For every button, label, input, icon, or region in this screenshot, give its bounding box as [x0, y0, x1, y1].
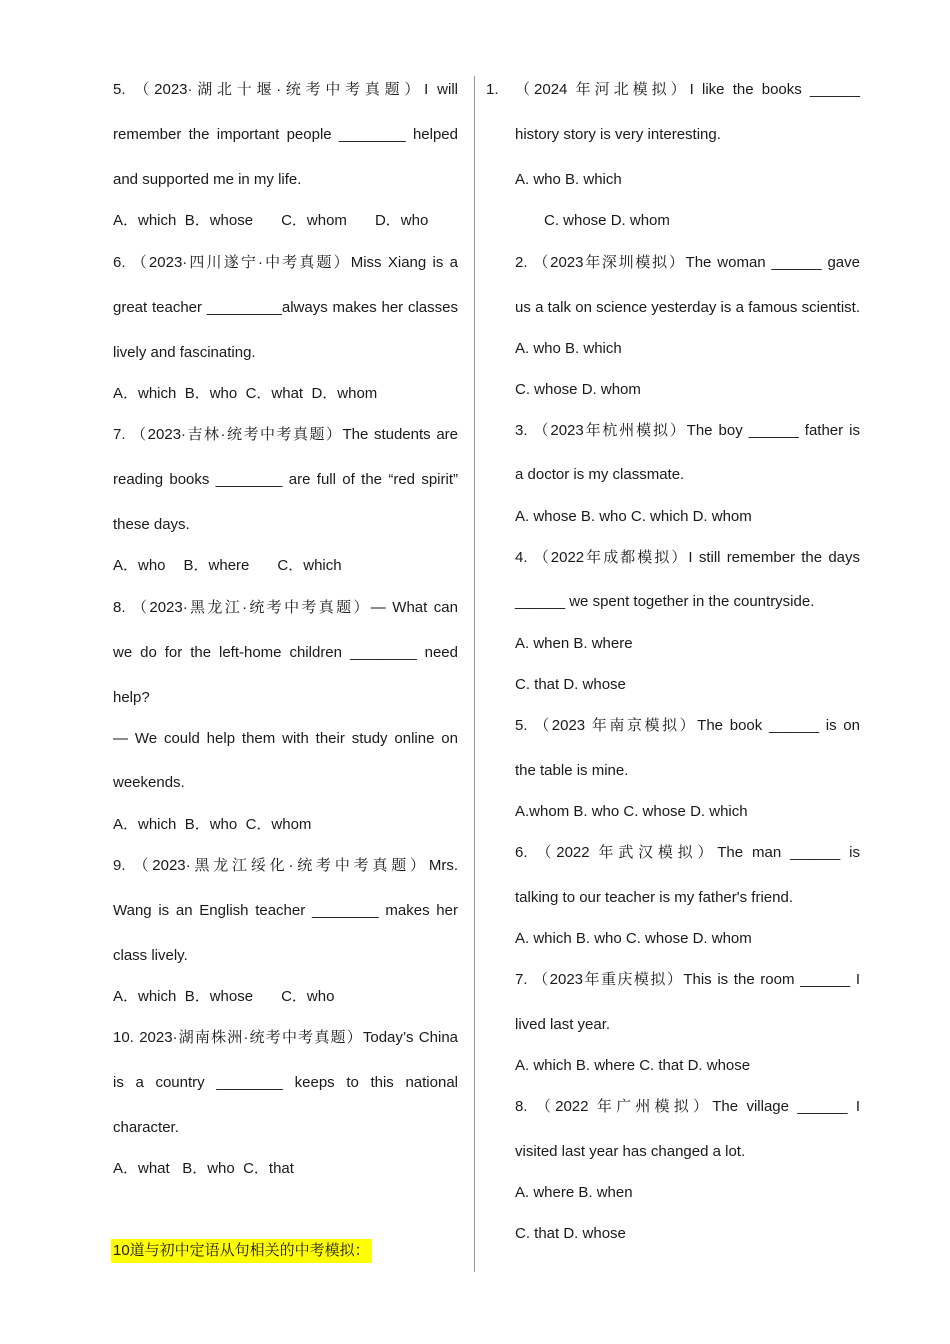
- highlighted-heading: 10道与初中定语从句相关的中考模拟：: [111, 1239, 372, 1263]
- question-1-number: 1.: [486, 81, 499, 98]
- option-a: A．who: [113, 557, 166, 574]
- option-b: B．who: [182, 1160, 235, 1177]
- question-5-line-2: remember the important people ________ helped: [113, 126, 458, 143]
- question-6r-options: A. which B. who C. whose D. whom: [515, 930, 752, 947]
- option-d: D．who: [374, 212, 429, 229]
- question-7-line-3: these days.: [113, 516, 190, 533]
- option-c: C．that: [243, 1160, 294, 1177]
- question-8-options: [113, 813, 458, 837]
- question-5-line-1: 5. （2023·湖北十堰·统考中考真题）I will: [113, 81, 458, 98]
- question-10-options: [113, 1157, 458, 1181]
- question-5r-line-2: the table is mine.: [515, 762, 629, 779]
- question-5-line-3: and supported me in my life.: [113, 171, 302, 188]
- question-8r-option-line-2: C. that D. whose: [515, 1225, 626, 1242]
- option-a: A．which: [113, 816, 177, 833]
- question-7-line-2: reading books ________ are full of the “red spirit”: [113, 471, 458, 488]
- question-2-option-line-2: C. whose D. whom: [515, 381, 641, 398]
- option-b: B．who: [184, 385, 238, 402]
- option-a: A．which: [113, 212, 177, 229]
- question-1-text: （2024 年河北模拟）I like the books ______: [515, 81, 860, 98]
- question-8r-option-line-1: A. where B. when: [515, 1184, 633, 1201]
- option-a: A．which: [113, 988, 177, 1005]
- question-3-line-1: 3. （2023年杭州模拟）The boy ______ father is: [515, 422, 860, 439]
- option-b: B．who: [184, 816, 238, 833]
- question-8-line-2: we do for the left-home children ________ need: [113, 644, 458, 661]
- section-heading: [111, 1239, 456, 1263]
- option-b: B．whose: [184, 988, 254, 1005]
- question-7-line-1: 7. （2023·吉林·统考中考真题）The students are: [113, 426, 458, 443]
- question-10-line-2: is a country ________ keeps to this national: [113, 1074, 458, 1091]
- column-divider: [474, 76, 475, 1272]
- question-5r-options: A.whom B. who C. whose D. which: [515, 803, 748, 820]
- question-7r-line-1: 7. （2023年重庆模拟）This is the room ______ I: [515, 971, 860, 988]
- question-2-line-1: 2. （2023年深圳模拟）The woman ______ gave: [515, 254, 860, 271]
- option-c: C．which: [277, 557, 342, 574]
- question-9-line-2: Wang is an English teacher ________ makes her: [113, 902, 458, 919]
- question-8-line-4: — We could help them with their study online on: [113, 730, 458, 747]
- option-c: C．what: [245, 385, 304, 402]
- question-4-option-line-2: C. that D. whose: [515, 676, 626, 693]
- question-3-line-2: a doctor is my classmate.: [515, 466, 685, 483]
- question-3-options: A. whose B. who C. which D. whom: [515, 508, 752, 525]
- question-6-line-3: lively and fascinating.: [113, 344, 256, 361]
- question-10-line-3: character.: [113, 1119, 179, 1136]
- question-8r-line-1: 8. （2022 年广州模拟）The village ______ I: [515, 1098, 860, 1115]
- question-6-options: [113, 382, 458, 406]
- option-a: A．which: [113, 385, 177, 402]
- question-9-options: [113, 985, 458, 1009]
- option-c: C．whom: [245, 816, 312, 833]
- question-2-option-line-1: A. who B. which: [515, 340, 622, 357]
- option-a: A．what: [113, 1160, 170, 1177]
- question-10-line-1: 10. 2023·湖南株洲·统考中考真题）Today’s China: [113, 1029, 458, 1046]
- question-4-option-line-1: A. when B. where: [515, 635, 633, 652]
- question-2-line-2: us a talk on science yesterday is a famous scientist.: [515, 299, 860, 316]
- question-5-options: [113, 209, 458, 233]
- question-1-option-line-2: C. whose D. whom: [544, 212, 670, 229]
- question-8-line-3: help?: [113, 689, 150, 706]
- option-c: C．who: [281, 988, 335, 1005]
- question-7r-options: A. which B. where C. that D. whose: [515, 1057, 751, 1074]
- question-4-line-1: 4. （2022年成都模拟）I still remember the days: [515, 549, 860, 566]
- question-6r-line-1: 6. （2022 年武汉模拟）The man ______ is: [515, 844, 860, 861]
- question-7r-line-2: lived last year.: [515, 1016, 611, 1033]
- question-4-line-2: ______ we spent together in the countryside.: [515, 593, 815, 610]
- option-b: B．whose: [184, 212, 254, 229]
- question-9-line-3: class lively.: [113, 947, 188, 964]
- question-6-line-1: 6. （2023·四川遂宁·中考真题）Miss Xiang is a: [113, 254, 458, 271]
- question-1-line-2: history story is very interesting.: [515, 126, 721, 143]
- question-8r-line-2: visited last year has changed a lot.: [515, 1143, 746, 1160]
- question-8-line-1: 8. （2023·黑龙江·统考中考真题）— What can: [113, 599, 458, 616]
- question-1-line-1: [486, 78, 860, 102]
- option-b: B．where: [183, 557, 250, 574]
- option-d: D．whom: [311, 385, 378, 402]
- question-9-line-1: 9. （2023·黑龙江绥化·统考中考真题）Mrs.: [113, 857, 458, 874]
- question-6-line-2: great teacher _________always makes her classes: [113, 299, 458, 316]
- question-6r-line-2: talking to our teacher is my father's friend.: [515, 889, 793, 906]
- question-7-options: [113, 554, 458, 578]
- option-c: C．whom: [281, 212, 347, 229]
- question-1-option-line-1: A. who B. which: [515, 171, 622, 188]
- question-8-line-5: weekends.: [113, 774, 185, 791]
- question-5r-line-1: 5. （2023 年南京模拟）The book ______ is on: [515, 717, 860, 734]
